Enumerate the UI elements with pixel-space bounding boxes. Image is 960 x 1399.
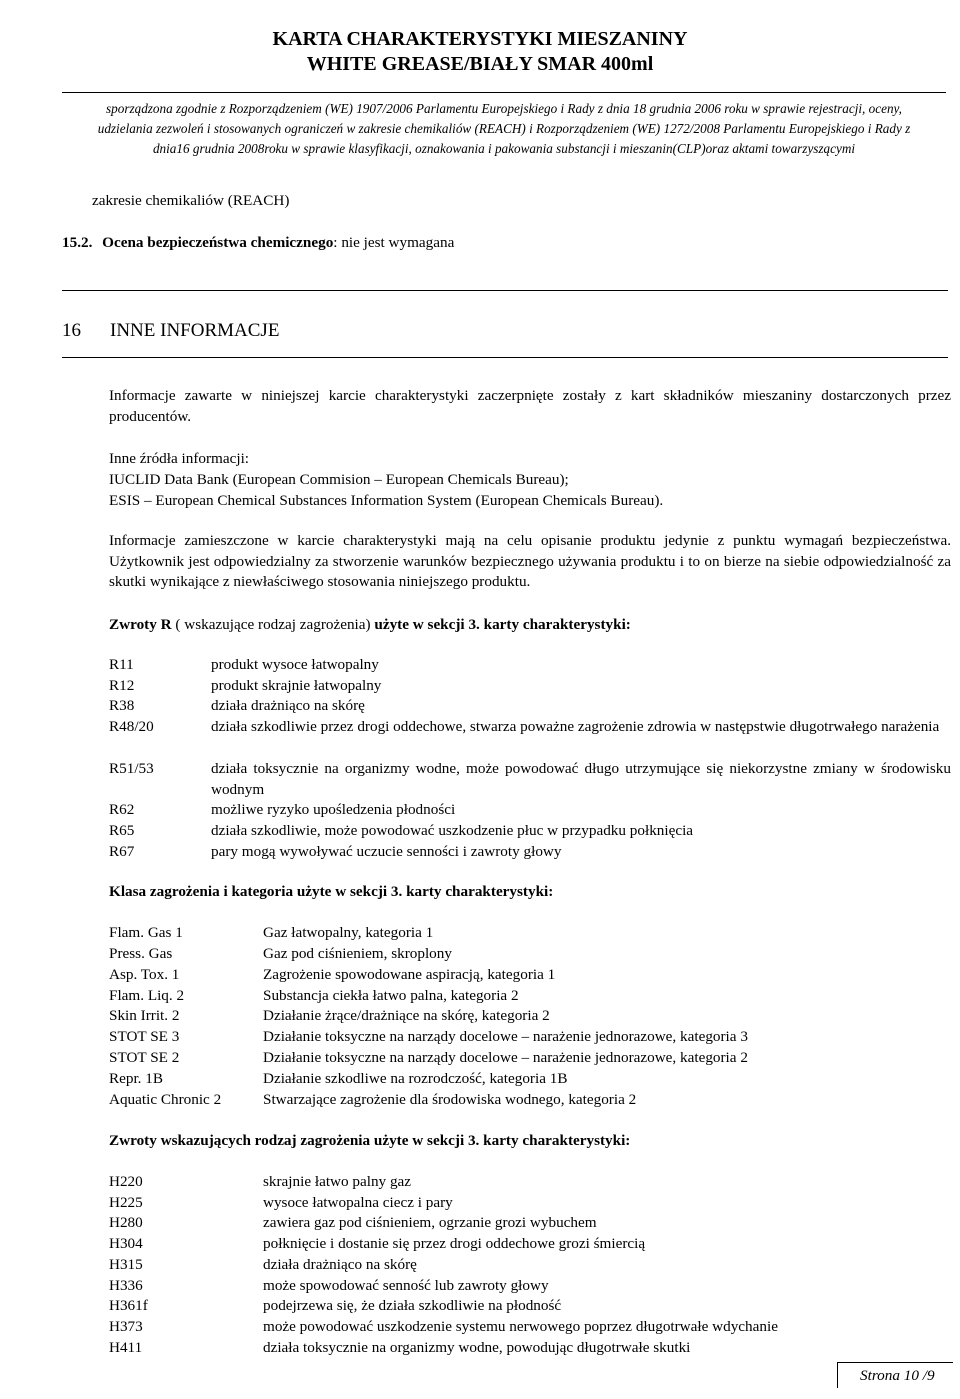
hazard-class-text: Substancja ciekła łatwo palna, kategoria 2: [263, 987, 519, 1004]
r-text: działa toksycznie na organizmy wodne, może powodować długo utrzymujące się niekorzystne zmiany w środowisku wodnym: [211, 760, 951, 798]
hazard-class-code: Flam. Gas 1: [109, 924, 183, 941]
section-15-2: [62, 233, 454, 253]
disclaimer-paragraph: Informacje zamieszczone w karcie charakterystyki mają na celu opisanie produktu jedynie z punktu wymagań bezpieczeństwa. Użytkownik jest odpowiedzialny za stworzenie warunków bezpiecznego używania produktu i to on bierze na siebie odpowiedzialność za skutki wynikające z niewłaściwego stosowania niniejszego produktu.: [109, 532, 951, 591]
header-rule: [62, 92, 946, 93]
hazard-class-text: Stwarzające zagrożenie dla środowiska wodnego, kategoria 2: [263, 1091, 637, 1108]
h-code: H411: [109, 1339, 143, 1356]
hazard-class-code: Aquatic Chronic 2: [109, 1091, 222, 1108]
r-text: produkt skrajnie łatwopalny: [211, 677, 382, 694]
h-code: H225: [109, 1194, 143, 1211]
r-text: działa szkodliwie przez drogi oddechowe, stwarza poważne zagrożenie zdrowia w następstwie długotrwałego narażenia: [211, 718, 940, 735]
r-code: R62: [109, 801, 135, 818]
hazard-class-text: Działanie toksyczne na narządy docelowe – narażenie jednorazowe, kategoria 3: [263, 1028, 748, 1045]
r-text: produkt wysoce łatwopalny: [211, 656, 379, 673]
section-16-title: INNE INFORMACJE: [110, 320, 280, 341]
r-code: R38: [109, 697, 135, 714]
section-16-number: 16: [62, 320, 81, 341]
h-code: H304: [109, 1235, 143, 1252]
continuation-text: zakresie chemikaliów (REACH): [92, 192, 290, 209]
hazard-class-text: Gaz pod ciśnieniem, skroplony: [263, 945, 452, 962]
r-text: pary mogą wywoływać uczucie senności i zawroty głowy: [211, 843, 562, 860]
hazard-class-code: STOT SE 2: [109, 1049, 180, 1066]
r-code: R12: [109, 677, 135, 694]
h-code: H336: [109, 1277, 143, 1294]
legal-basis-line: dnia16 grudnia 2008roku w sprawie klasyfikacji, oznakowania i pakowania substancji i mieszanin(CLP)oraz aktami towarzyszącymi: [152, 141, 856, 156]
legal-basis: [58, 99, 950, 159]
h-text: skrajnie łatwo palny gaz: [263, 1173, 412, 1190]
r-code: R11: [109, 656, 134, 673]
r-phrases-heading-c: użyte w sekcji 3. karty charakterystyki:: [374, 616, 631, 633]
section-15-2-number: 15.2.: [62, 234, 93, 251]
h-code: H373: [109, 1318, 143, 1335]
hazard-class-text: Działanie szkodliwe na rozrodczość, kategoria 1B: [263, 1070, 568, 1087]
section-15-2-value: : nie jest wymagana: [333, 234, 455, 251]
legal-basis-line: sporządzona zgodnie z Rozporządzeniem (WE) 1907/2006 Parlamentu Europejskiego i Rady z dnia 18 grudnia 2006 roku w sprawie rejestracji, oceny,: [106, 101, 902, 116]
r-code: R51/53: [109, 760, 154, 777]
h-text: działa toksycznie na organizmy wodne, powodując długotrwałe skutki: [263, 1339, 691, 1356]
page-number: Strona 10 /9: [860, 1367, 935, 1384]
page-footer: [837, 1362, 953, 1388]
info-paragraph: Informacje zawarte w niniejszej karcie charakterystyki zaczerpnięte zostały z kart składników mieszaniny dostarczonych przez producentów.: [109, 387, 951, 425]
hazard-class-code: Press. Gas: [109, 945, 173, 962]
legal-basis-line: udzielania zezwoleń i stosowanych ograniczeń w zakresie chemikaliów (REACH) i Rozporządzeniem (WE) 1272/2008 Parlamentu Europejskiego i Rady z: [97, 121, 911, 136]
h-code: H220: [109, 1173, 143, 1190]
r-code: R67: [109, 843, 135, 860]
r-phrases-heading: [109, 615, 631, 635]
h-text: działa drażniąco na skórę: [263, 1256, 417, 1273]
h-text: podejrzewa się, że działa szkodliwie na płodność: [263, 1297, 562, 1314]
product-name: WHITE GREASE/BIAŁY SMAR 400ml: [306, 53, 654, 75]
h-code: H361f: [109, 1297, 148, 1314]
h-text: może powodować uszkodzenie systemu nerwowego poprzez długotrwałe wdychanie: [263, 1318, 778, 1335]
hazard-class-code: Repr. 1B: [109, 1070, 164, 1087]
section-divider: [62, 357, 948, 358]
h-phrases-heading: Zwroty wskazujących rodzaj zagrożenia użyte w sekcji 3. karty charakterystyki:: [109, 1132, 631, 1149]
document-title: KARTA CHARAKTERYSTYKI MIESZANINY: [272, 28, 688, 50]
hazard-class-text: Działanie toksyczne na narządy docelowe – narażenie jednorazowe, kategoria 2: [263, 1049, 748, 1066]
r-code: R65: [109, 822, 135, 839]
h-code: H315: [109, 1256, 143, 1273]
section-16-heading: [62, 319, 279, 343]
h-text: wysoce łatwopalna ciecz i pary: [263, 1194, 453, 1211]
r-phrases-heading-b: ( wskazujące rodzaj zagrożenia): [171, 616, 375, 633]
source-line: ESIS – European Chemical Substances Information System (European Chemicals Bureau).: [109, 492, 664, 509]
h-text: może spowodować senność lub zawroty głowy: [263, 1277, 549, 1294]
hazard-class-code: STOT SE 3: [109, 1028, 180, 1045]
h-text: połknięcie i dostanie się przez drogi oddechowe grozi śmiercią: [263, 1235, 646, 1252]
source-line: IUCLID Data Bank (European Commision – European Chemicals Bureau);: [109, 471, 569, 488]
hazard-class-text: Działanie żrące/drażniące na skórę, kategoria 2: [263, 1007, 550, 1024]
r-text: działa szkodliwie, może powodować uszkodzenie płuc w przypadku połknięcia: [211, 822, 694, 839]
h-text: zawiera gaz pod ciśnieniem, ogrzanie grozi wybuchem: [263, 1214, 597, 1231]
section-15-2-label: Ocena bezpieczeństwa chemicznego: [102, 234, 334, 251]
hazard-classes-heading: Klasa zagrożenia i kategoria użyte w sekcji 3. karty charakterystyki:: [109, 883, 554, 900]
hazard-class-text: Zagrożenie spowodowane aspiracją, kategoria 1: [263, 966, 556, 983]
r-text: działa drażniąco na skórę: [211, 697, 365, 714]
hazard-class-code: Flam. Liq. 2: [109, 987, 185, 1004]
section-divider: [62, 290, 948, 291]
hazard-class-code: Skin Irrit. 2: [109, 1007, 180, 1024]
sources-heading: Inne źródła informacji:: [109, 450, 250, 467]
r-code: R48/20: [109, 718, 154, 735]
r-text: możliwe ryzyko upośledzenia płodności: [211, 801, 456, 818]
hazard-class-code: Asp. Tox. 1: [109, 966, 180, 983]
hazard-class-text: Gaz łatwopalny, kategoria 1: [263, 924, 434, 941]
h-code: H280: [109, 1214, 143, 1231]
r-phrases-heading-a: Zwroty R: [109, 616, 172, 633]
